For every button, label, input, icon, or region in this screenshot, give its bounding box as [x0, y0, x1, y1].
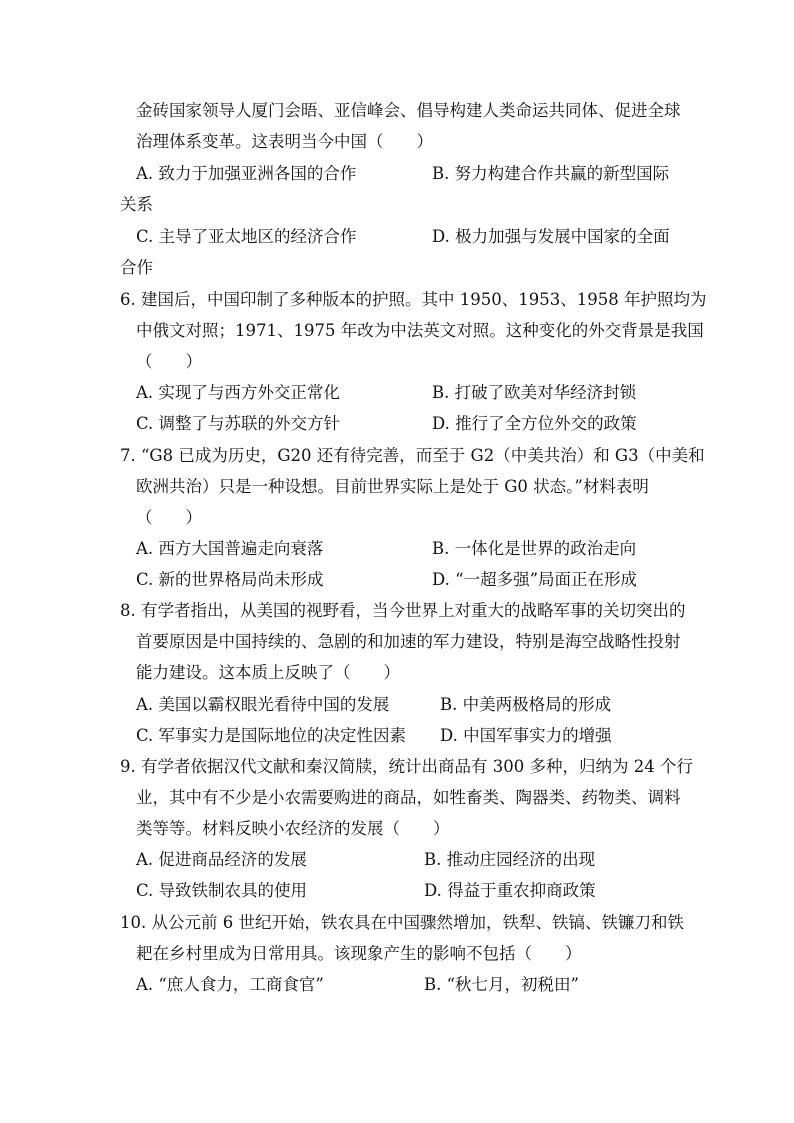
q5-option-b: B. 努力构建合作共赢的新型国际 [432, 164, 670, 183]
q5-stem-line-1: 金砖国家领导人厦门会晤、亚信峰会、倡导构建人类命运共同体、促进全球 [136, 101, 681, 120]
q6-option-a: A. 实现了与西方外交正常化 [136, 383, 340, 402]
q9-stem-line-1: 9. 有学者依据汉代文献和秦汉简牍，统计出商品有 300 多种，归纳为 24 个行 [120, 757, 693, 776]
q6-option-d: D. 推行了全方位外交的政策 [432, 414, 637, 433]
q10-option-a: A. “庶人食力，工商食官” [136, 975, 324, 994]
q7-stem-line-1: 7. “G8 已成为历史，G20 还有待完善，而至于 G2（中美共治）和 G3（中美和 [120, 446, 705, 465]
q9-option-d: D. 得益于重农抑商政策 [424, 881, 596, 900]
q8-option-b: B. 中美两极格局的形成 [440, 695, 612, 714]
q7-option-d: D. “一超多强”局面正在形成 [432, 570, 638, 589]
q6-stem-line-1: 6. 建国后，中国印制了多种版本的护照。其中 1950、1953、1958 年护照均为 [120, 290, 707, 309]
q5-option-d: D. 极力加强与发展中国家的全面 [432, 227, 670, 246]
q9-option-a: A. 促进商品经济的发展 [136, 850, 307, 869]
q6-stem-line-3: （ ） [136, 352, 202, 371]
q8-stem-line-3: 能力建设。这本质上反映了（ ） [136, 663, 400, 682]
q5-stem-line-2: 治理体系变革。这表明当今中国（ ） [136, 132, 433, 151]
q8-stem-line-2: 首要原因是中国持续的、急剧的和加速的军力建设，特别是海空战略性投射 [136, 632, 681, 651]
q7-option-a: A. 西方大国普遍走向衰落 [136, 539, 324, 558]
q6-stem-line-2: 中俄文对照；1971、1975 年改为中法英文对照。这种变化的外交背景是我国 [136, 321, 704, 340]
q8-option-a: A. 美国以霸权眼光看待中国的发展 [136, 695, 390, 714]
q9-option-c: C. 导致铁制农具的使用 [136, 881, 308, 900]
q7-stem-line-3: （ ） [136, 508, 202, 527]
q8-option-d: D. 中国军事实力的增强 [440, 726, 612, 745]
q5-option-b-continued: 关系 [120, 195, 153, 214]
q5-option-c: C. 主导了亚太地区的经济合作 [136, 227, 357, 246]
q8-stem-line-1: 8. 有学者指出，从美国的视野看，当今世界上对重大的战略军事的关切突出的 [120, 601, 686, 620]
q10-option-b: B. “秋七月，初税田” [424, 975, 579, 994]
q7-option-b: B. 一体化是世界的政治走向 [432, 539, 637, 558]
q8-option-c: C. 军事实力是国际地位的决定性因素 [136, 726, 407, 745]
q10-stem-line-1: 10. 从公元前 6 世纪开始，铁农具在中国骤然增加，铁犁、铁镐、铁镰刀和铁 [120, 913, 684, 932]
q7-stem-line-2: 欧洲共治）只是一种设想。目前世界实际上是处于 G0 状态。”材料表明 [136, 477, 649, 496]
q9-option-b: B. 推动庄园经济的出现 [424, 850, 596, 869]
q5-option-d-continued: 合作 [120, 258, 153, 277]
q9-stem-line-3: 类等等。材料反映小农经济的发展（ ） [136, 819, 450, 838]
q6-option-b: B. 打破了欧美对华经济封锁 [432, 383, 637, 402]
q9-stem-line-2: 业，其中有不少是小农需要购进的商品，如牲畜类、陶器类、药物类、调料 [136, 788, 681, 807]
q7-option-c: C. 新的世界格局尚未形成 [136, 570, 324, 589]
q6-option-c: C. 调整了与苏联的外交方针 [136, 414, 341, 433]
q5-option-a: A. 致力于加强亚洲各国的合作 [136, 164, 357, 183]
q10-stem-line-2: 耙在乡村里成为日常用具。该现象产生的影响不包括（ ） [136, 944, 582, 963]
